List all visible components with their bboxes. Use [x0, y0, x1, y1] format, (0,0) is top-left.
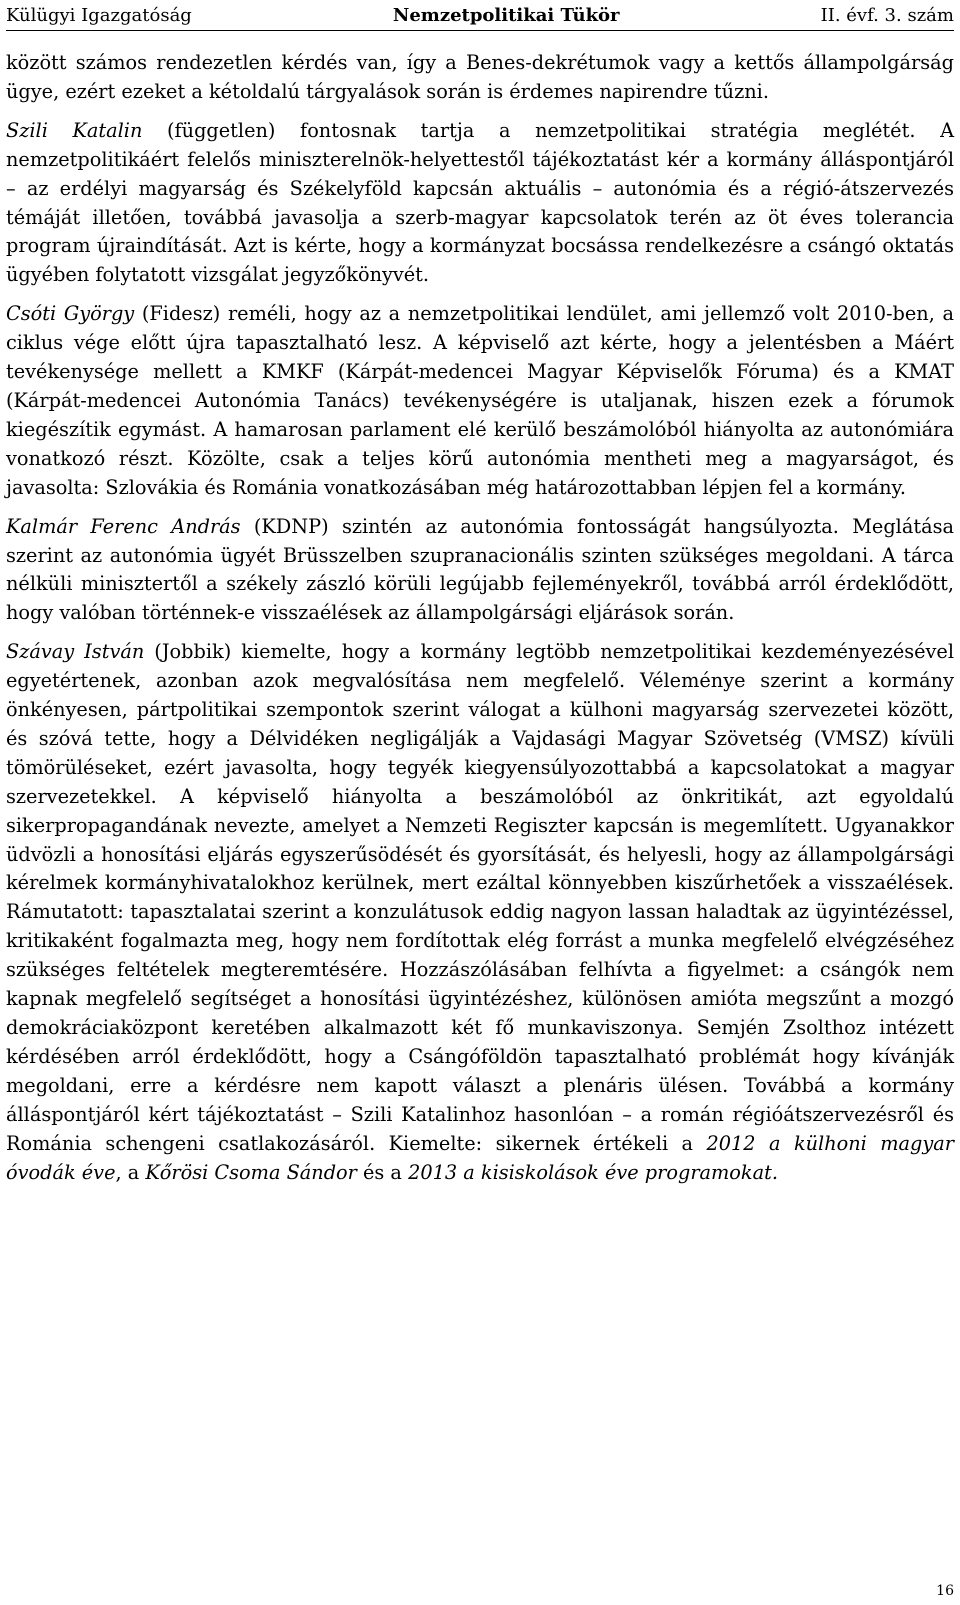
header-issue: II. évf. 3. szám — [820, 4, 954, 26]
paragraph — [6, 513, 954, 629]
page-number: 16 — [936, 1583, 954, 1599]
paragraph — [6, 49, 954, 107]
paragraph — [6, 638, 954, 1187]
paragraph-text: (független) fontosnak tartja a nemzetpolitikai stratégia meglétét. A nemzetpolitikáért felelős miniszterelnök-helyettestől tájékoztatást kér a kormány álláspontjáról – az erdélyi magyarság és Székelyföld kapcsán aktuális – autonómia és a régió-átszervezés témáját illetően, továbbá javasolja a szerb-magyar kapcsolatok terén az öt éves tolerancia program újraindítását. Azt is kérte, hogy a kormányzat bocsássa rendelkezésre a csángó oktatás ügyében folytatott vizsgálat jegyzőkönyvét. — [6, 118, 955, 287]
paragraph-text: (KDNP) szintén az autonómia fontosságát hangsúlyozta. Meglátása szerint az autonómia ügyét Brüsszelben szupranacionális szinten szükséges megoldani. A tárca nélküli minisztertől a székely zászló körüli legújabb fejleményekről, továbbá arról érdeklődött, hogy valóban történnek-e visszaélések az állampolgársági eljárások során. — [6, 514, 954, 625]
speaker-name: Szávay István — [6, 640, 145, 664]
paragraph — [6, 117, 954, 290]
paragraph-text: , a — [115, 1160, 146, 1184]
speaker-name: Szili Katalin — [6, 118, 143, 142]
program-name: 2013 a kisiskolások éve programokat. — [408, 1160, 778, 1184]
program-name: 2012 a külhoni magyar óvodák éve — [6, 1131, 954, 1184]
program-name: Kőrösi Csoma Sándor — [145, 1160, 357, 1184]
article-body — [6, 49, 954, 1197]
speaker-name: Csóti György — [6, 302, 135, 326]
paragraph-text: (Fidesz) reméli, hogy az a nemzetpolitikai lendület, ami jellemző volt 2010-ben, a ciklus vége előtt újra tapasztalható lesz. A képviselő azt kérte, hogy a jelentésben a Máért tevékenysége mellett a KMKF (Kárpát-medencei Magyar Képviselők Fóruma) és a KMAT (Kárpát-medencei Autonómia Tanács) tevékenységére is utaljanak, hiszen ezek a fórumok kiegészítik egymást. A hamarosan parlament elé kerülő beszámolóból hiányolta az autonómiára vonatkozó részt. Közölte, csak a teljes körű autonómia mentheti meg a magyarságot, és javasolta: Szlovákia és Románia vonatkozásában még határozottabban lépjen fel a kormány. — [6, 302, 954, 499]
page-header — [6, 0, 954, 31]
paragraph-text: között számos rendezetlen kérdés van, így a Benes-dekrétumok vagy a kettős állampolgárság ügye, ezért ezeket a kétoldalú tárgyalások során is érdemes napirendre tűzni. — [6, 51, 954, 103]
paragraph-text: (Jobbik) kiemelte, hogy a kormány legtöbb nemzetpolitikai kezdeményezésével egyetértenek, azonban azok megvalósítása nem megfelelő. Véleménye szerint a kormány önkényesen, pártpolitikai szempontok szerint válogat a külhoni magyarság szervezetei között, és szóvá tette, hogy a Délvidéken negligálják a Vajdasági Magyar Szövetség (VMSZ) kívüli tömörüléseket, ezért javasolta, hogy tegyék kiegyensúlyozottabbá a kapcsolatokat a magyar szervezetekkel. A képviselő hiányolta a beszámolóból az önkritikát, azt egyoldalú sikerpropagandának nevezte, amelyet a Nemzeti Regiszter kapcsán is megemlített. Ugyanakkor üdvözli a honosítási eljárás egyszerűsödését és gyorsítását, és helyesli, hogy az állampolgársági kérelmek kormányhivatalokhoz kerülnek, mert ezáltal könnyebben kiszűrhetőek a visszaélések. Rámutatott: tapasztalatai szerint a konzulátusok eddig nagyon lassan haladtak az ügyintézéssel, kritikaként fogalmazta meg, hogy nem fordítottak elég forrást a munka megfelelő elvégzéséhez szükséges feltételek megteremtésére. Hozzászólásában felhívta a figyelmet: a csángók nem kapnak megfelelő segítséget a honosítási ügyintézéshez, különösen amióta megszűnt a mozgó demokráciaközpont keretében alkalmazott két fő munkaviszonya. Semjén Zsolthoz intézett kérdésében arról érdeklődött, hogy a Csángóföldön tapasztalható problémát hogy kívánják megoldani, erre a kérdésre nem kapott választ a plenáris ülésen. Továbbá a kormány álláspontjáról kért tájékoztatást – Szili Katalinhoz hasonlóan – a román régióátszervezésről és Románia schengeni csatlakozásáról. Kiemelte: sikernek értékeli a — [6, 640, 954, 1155]
speaker-name: Kalmár Ferenc András — [6, 514, 241, 538]
paragraph — [6, 300, 954, 502]
header-publication-title: Nemzetpolitikai Tükör — [392, 4, 620, 26]
paragraph-text: és a — [356, 1160, 409, 1184]
header-department: Külügyi Igazgatóság — [6, 4, 192, 26]
